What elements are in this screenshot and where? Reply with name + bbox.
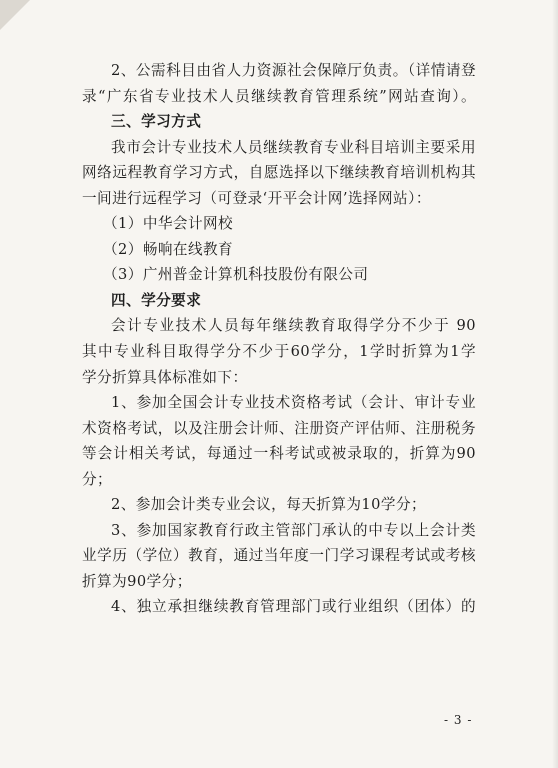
document-body [82, 61, 476, 623]
paragraph-line-rule-4: 4、独立承担继续教育管理部门或行业组织（团体）的 [111, 598, 476, 616]
paragraph-line-rule-1-cont: 等会计相关考试，每通过一科考试或被录取的，折算为90 [82, 445, 476, 463]
page-corner-fold [0, 0, 30, 30]
section-heading-study-method: 三、学习方式 [111, 113, 202, 131]
paragraph-line-public-course-cont: 录“广东省专业技术人员继续教育管理系统”网站查询）。 [82, 87, 476, 105]
paragraph-line-study-method: 我市会计专业技术人员继续教育专业科目培训主要采用 [111, 138, 476, 156]
list-item-training-institution: （1）中华会计网校 [103, 215, 234, 233]
paragraph-line-rule-3-cont: 业学历（学位）教育，通过当年度一门学习课程考试或考核 [82, 547, 476, 565]
paragraph-line-credit-requirement-cont: 其中专业科目取得学分不少于60学分，1学时折算为1学 [82, 343, 476, 361]
paragraph-line-study-method-cont: 网络远程教育学习方式，自愿选择以下继续教育培训机构其 [82, 164, 476, 182]
paragraph-line-public-course: 2、公需科目由省人力资源社会保障厅负责。（详情请登 [111, 62, 476, 79]
section-heading-credit-requirement: 四、学分要求 [111, 291, 202, 309]
paragraph-line-rule-1: 1、参加全国会计专业技术资格考试（会计、审计专业 [111, 394, 476, 412]
paragraph-line-study-method-end: 一间进行远程学习（可登录‘开平会计网’选择网站）： [82, 189, 431, 207]
list-item-training-institution: （3）广州普金计算机科技股份有限公司 [103, 266, 369, 284]
paragraph-line-credit-requirement: 会计专业技术人员每年继续教育取得学分不少于 90 [111, 317, 476, 335]
paragraph-line-credit-standard: 学分折算具体标准如下： [82, 368, 248, 386]
paragraph-line-rule-1-cont: 术资格考试，以及注册会计师、注册资产评估师、注册税务 [82, 419, 476, 437]
list-item-training-institution: （2）畅响在线教育 [103, 240, 234, 258]
paragraph-line-rule-3: 3、参加国家教育行政主管部门承认的中专以上会计类 [111, 521, 476, 539]
paragraph-line-rule-3-end: 折算为90学分； [82, 572, 192, 590]
paragraph-line-rule-2: 2、参加会计类专业会议，每天折算为10学分； [111, 496, 427, 514]
page-edge-shadow [552, 0, 558, 768]
page-number: - 3 - [444, 713, 473, 727]
paragraph-line-rule-1-end: 分； [82, 470, 113, 488]
